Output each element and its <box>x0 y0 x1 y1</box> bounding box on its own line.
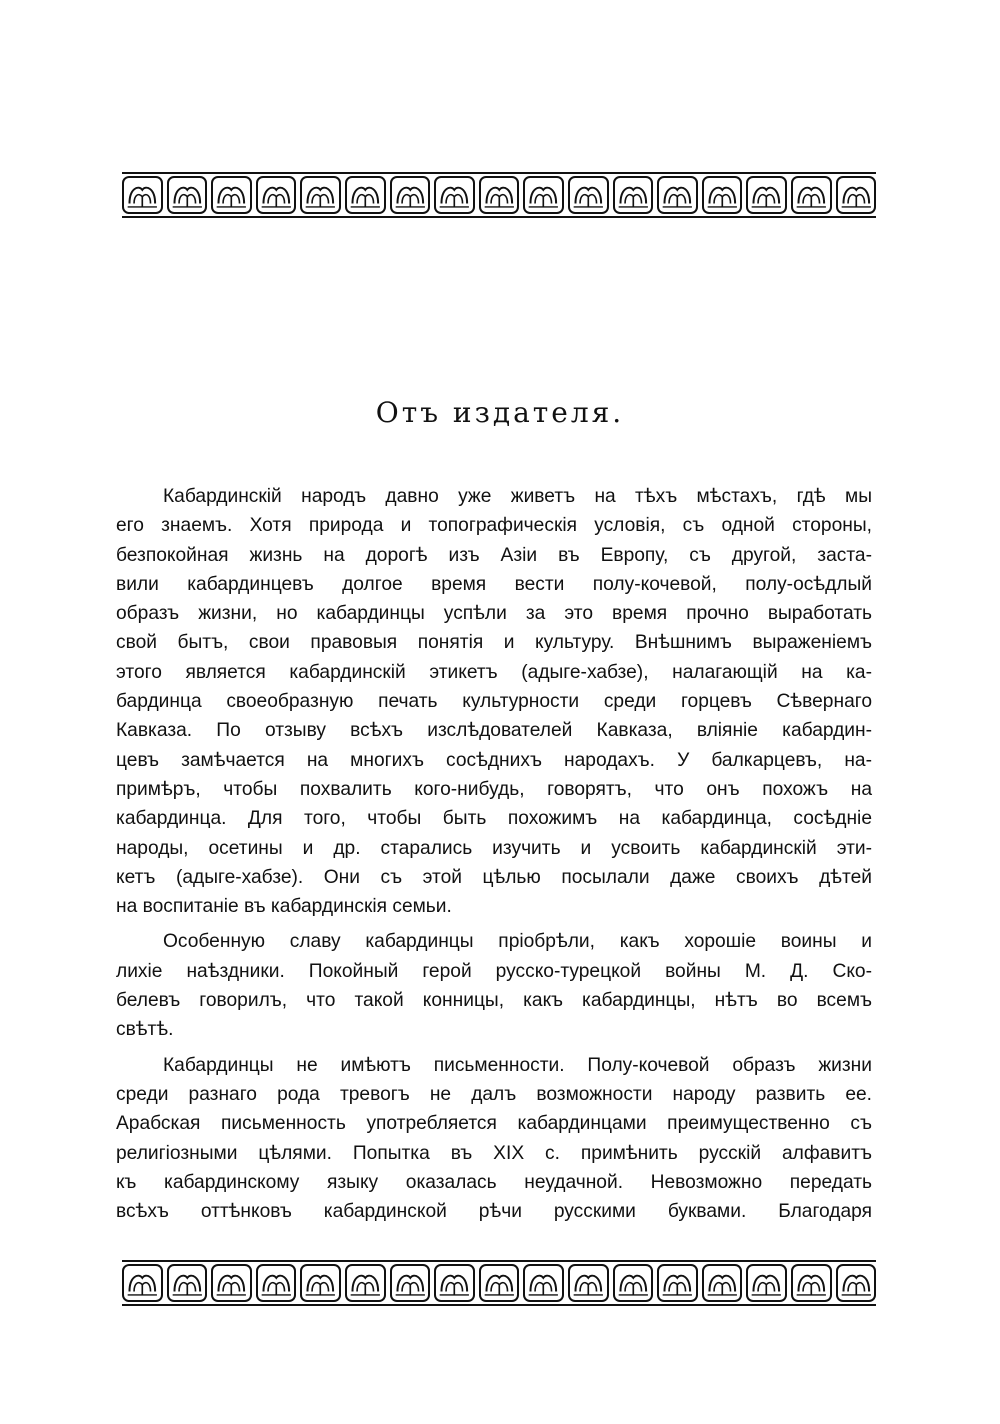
text-line: религіозными цѣлями. Попытка въ XIX с. примѣнить русскій алфавитъ <box>116 1142 872 1164</box>
ornament-tile <box>167 176 208 214</box>
text-line: цевъ замѣчается на многихъ сосѣднихъ народахъ. У балкарцевъ, на- <box>116 749 872 771</box>
ornament-tile <box>479 176 520 214</box>
ornamental-border-bottom <box>122 1260 876 1306</box>
ornament-tile <box>167 1264 208 1302</box>
text-line: среди разнаго рода тревогъ не далъ возможности народу развить ее. <box>116 1083 872 1105</box>
page-heading: Отъ издателя. <box>375 396 625 429</box>
ornament-tile <box>479 1264 520 1302</box>
text-line: народы, осетины и др. старались изучить и усвоить кабардинскій эти- <box>116 837 872 859</box>
ornament-tile <box>122 1264 163 1302</box>
text-line: примѣръ, чтобы похвалить кого-нибудь, говорятъ, что онъ похожъ на <box>116 778 872 800</box>
text-line: къ кабардинскому языку оказалась неудачной. Невозможно передать <box>116 1171 872 1193</box>
ornament-tile <box>345 1264 386 1302</box>
text-line: свѣтѣ. <box>116 1019 174 1041</box>
ornament-tile <box>434 176 475 214</box>
ornament-tile <box>122 176 163 214</box>
ornament-tile <box>613 1264 654 1302</box>
body-text <box>116 482 872 1226</box>
text-line: вили кабардинцевъ долгое время вести полу-кочевой, полу-осѣдлый <box>116 573 872 595</box>
ornament-tile <box>256 176 297 214</box>
text-line: Кавказа. По отзыву всѣхъ изслѣдователей Кавказа, вліяніе кабардин- <box>116 720 872 742</box>
ornament-tile <box>657 176 698 214</box>
ornament-tile <box>791 1264 832 1302</box>
text-line: на воспитаніе въ кабардинскія семьи. <box>116 896 452 918</box>
ornament-tile <box>211 176 252 214</box>
ornament-tile <box>746 1264 787 1302</box>
ornament-tile <box>523 176 564 214</box>
ornament-tile <box>568 176 609 214</box>
text-line: Кабардинцы не имѣютъ письменности. Полу-кочевой образъ жизни <box>163 1054 872 1076</box>
ornament-tile <box>836 1264 877 1302</box>
ornament-tile <box>702 1264 743 1302</box>
ornament-tile <box>211 1264 252 1302</box>
text-line: Кабардинскій народъ давно уже живетъ на тѣхъ мѣстахъ, гдѣ мы <box>163 486 872 507</box>
ornament-tile <box>390 1264 431 1302</box>
ornament-tile <box>300 1264 341 1302</box>
ornament-tile <box>345 176 386 214</box>
text-line: Арабская письменность употребляется кабардинцами преимущественно съ <box>116 1113 872 1135</box>
ornament-tile <box>791 176 832 214</box>
ornament-tile <box>390 176 431 214</box>
text-line: кабардинца. Для того, чтобы быть похожимъ на кабардинца, сосѣдніе <box>116 808 872 830</box>
ornament-tile <box>657 1264 698 1302</box>
text-line: лихіе наѣздники. Покойный герой русско-турецкой войны М. Д. Ско- <box>116 960 872 982</box>
text-line: образъ жизни, но кабардинцы успѣли за это время прочно выработать <box>116 603 872 625</box>
ornament-tile <box>568 1264 609 1302</box>
text-line: свой бытъ, свои правовыя понятія и культуру. Внѣшнимъ выраженіемъ <box>116 632 872 654</box>
text-line: кетъ (адыге-хабзе). Они съ этой цѣлью посылали даже своихъ дѣтей <box>116 866 872 888</box>
ornament-tile <box>836 176 877 214</box>
ornamental-border-top <box>122 172 876 218</box>
ornament-tile <box>746 176 787 214</box>
ornament-tile <box>613 176 654 214</box>
ornament-tile <box>256 1264 297 1302</box>
text-line: бардинца своеобразную печать культурности среди горцевъ Сѣвернаго <box>116 691 872 713</box>
text-line: белевъ говорилъ, что такой конницы, какъ кабардинцы, нѣтъ во всемъ <box>116 990 872 1012</box>
text-line: Особенную славу кабардинцы пріобрѣли, какъ хорошіе воины и <box>163 931 872 953</box>
ornament-tile <box>523 1264 564 1302</box>
text-line: этого является кабардинскій этикетъ (адыге-хабзе), налагающій на ка- <box>116 661 872 683</box>
ornament-tile <box>434 1264 475 1302</box>
text-line: безпокойная жизнь на дорогѣ изъ Азіи въ Европу, съ другой, заста- <box>116 544 872 566</box>
text-line: всѣхъ оттѣнковъ кабардинской рѣчи русскими буквами. Благодаря <box>116 1201 872 1223</box>
text-line: его знаемъ. Хотя природа и топографическія условія, съ одной стороны, <box>116 515 872 537</box>
ornament-tile <box>300 176 341 214</box>
ornament-tile <box>702 176 743 214</box>
